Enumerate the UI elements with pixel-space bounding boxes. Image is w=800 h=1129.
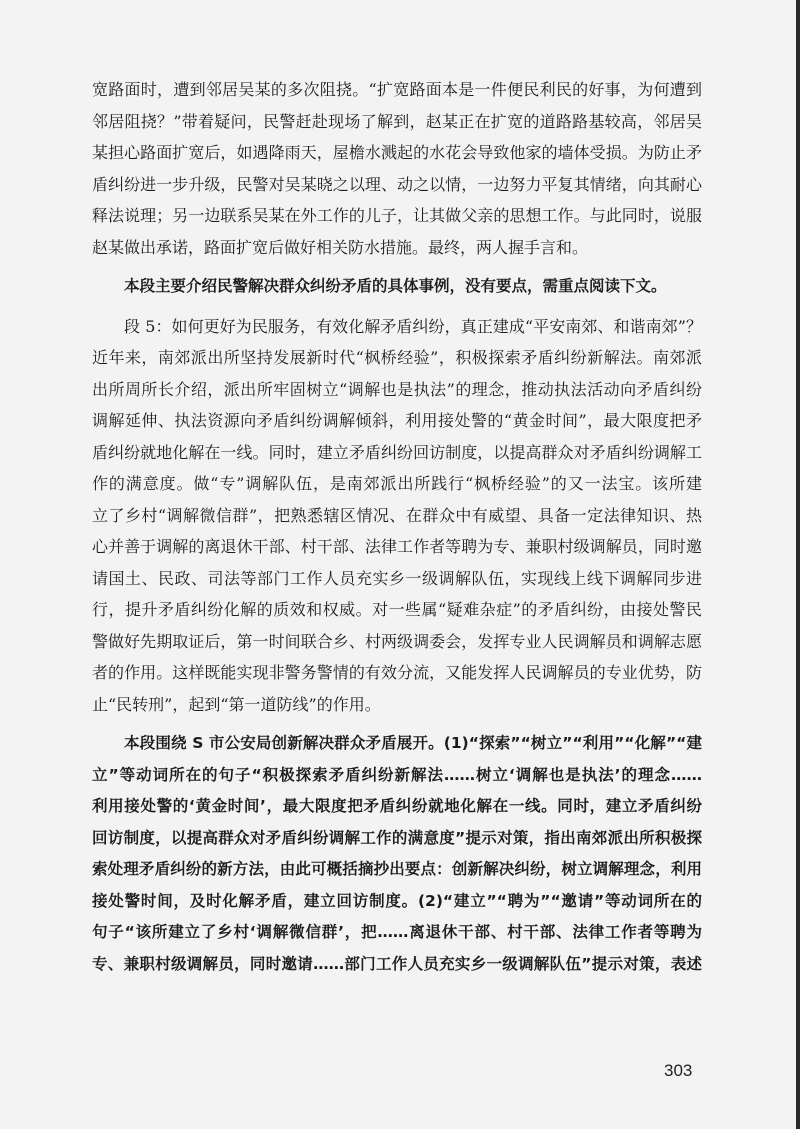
text-line: 出所周所长介绍，派出所牢固树立“调解也是执法”的理念，推动执法活动向矛盾纠纷 [92, 379, 702, 399]
note-line: 回访制度，以提高群众对矛盾纠纷调解工作的满意度”提示对策，指出南郊派出所积极探 [92, 828, 702, 847]
page-body [92, 74, 702, 980]
paragraph-2 [92, 311, 702, 721]
note-line: 利用接处警的‘黄金时间’，最大限度把矛盾纠纷就地化解在一线。同时，建立矛盾纠纷 [92, 797, 702, 815]
text-line: 者的作用。这样既能实现非警务警情的有效分流，又能发挥人民调解员的专业优势，防 [92, 663, 702, 682]
text-line: 盾纠纷就地化解在一线。同时，建立矛盾纠纷回访制度，以提高群众对矛盾纠纷调解工 [92, 442, 702, 462]
annotation-note-2 [92, 728, 702, 980]
note-line: 本段围绕 S 市公安局创新解决群众矛盾展开。(1)“探索”“树立”“利用”“化解”“建 [124, 734, 702, 752]
text-line: 作的满意度。做“专”调解队伍，是南郊派出所践行“枫桥经验”的又一法宝。该所建 [92, 474, 702, 493]
text-line: 某担心路面扩宽后，如遇降雨天，屋檐水溅起的水花会导致他家的墙体受损。为防止矛 [92, 143, 702, 162]
note-line: 句子“该所建立了乡村‘调解微信群’，把……离退休干部、村干部、法律工作者等聘为 [92, 923, 702, 941]
note-line: 专、兼职村级调解员，同时邀请……部门工作人员充实乡一级调解队伍”提示对策，表述 [92, 954, 702, 973]
text-line: 立了乡村“调解微信群”，把熟悉辖区情况、在群众中有威望、具备一定法律知识、热 [92, 505, 702, 525]
paragraph-1 [92, 74, 702, 263]
text-line: 警做好先期取证后，第一时间联合乡、村两级调委会，发挥专业人民调解员和调解志愿 [92, 631, 702, 651]
text-line: 请国土、民政、司法等部门工作人员充实乡一级调解队伍，实现线上线下调解同步进 [92, 568, 702, 588]
page-edge [796, 0, 800, 1129]
text-line: 心并善于调解的离退休干部、村干部、法律工作者等聘为专、兼职村级调解员，同时邀 [92, 537, 702, 556]
text-line: 盾纠纷进一步升级，民警对吴某晓之以理、动之以情，一边努力平复其情绪，向其耐心 [92, 174, 702, 194]
text-line: 调解延伸、执法资源向矛盾纠纷调解倾斜，利用接处警的“黄金时间”，最大限度把矛 [92, 411, 702, 430]
annotation-note-1 [92, 271, 702, 303]
note-line: 本段主要介绍民警解决群众纠纷矛盾的具体事例，没有要点，需重点阅读下文。 [124, 277, 667, 295]
text-line: 释法说理；另一边联系吴某在外工作的儿子，让其做父亲的思想工作。与此同时，说服 [92, 206, 702, 225]
text-line: 止“民转刑”，起到“第一道防线”的作用。 [92, 694, 381, 714]
text-line: 段 5：如何更好为民服务，有效化解矛盾纠纷，真正建成“平安南郊、和谐南郊”？ [124, 316, 702, 336]
text-line: 宽路面时，遭到邻居吴某的多次阻挠。“扩宽路面本是一件便民利民的好事，为何遭到 [92, 80, 702, 99]
note-line: 立”等动词所在的句子“积极探索矛盾纠纷新解法……树立‘调解也是执法’的理念…… [92, 765, 702, 784]
text-line: 行，提升矛盾纠纷化解的质效和权威。对一些属“疑难杂症”的矛盾纠纷，由接处警民 [92, 600, 702, 619]
note-line: 索处理矛盾纠纷的新方法，由此可概括摘抄出要点：创新解决纠纷，树立调解理念，利用 [92, 860, 702, 878]
note-line: 接处警时间，及时化解矛盾，建立回访制度。(2)“建立”“聘为”“邀请”等动词所在的 [92, 891, 702, 910]
text-line: 邻居阻挠？”带着疑问，民警赶赴现场了解到，赵某正在扩宽的道路路基较高，邻居吴 [92, 111, 702, 131]
text-line: 赵某做出承诺，路面扩宽后做好相关防水措施。最终，两人握手言和。 [92, 237, 589, 257]
page-number: 303 [664, 1061, 693, 1080]
text-line: 近年来，南郊派出所坚持发展新时代“枫桥经验”，积极探索矛盾纠纷新解法。南郊派 [92, 348, 702, 367]
